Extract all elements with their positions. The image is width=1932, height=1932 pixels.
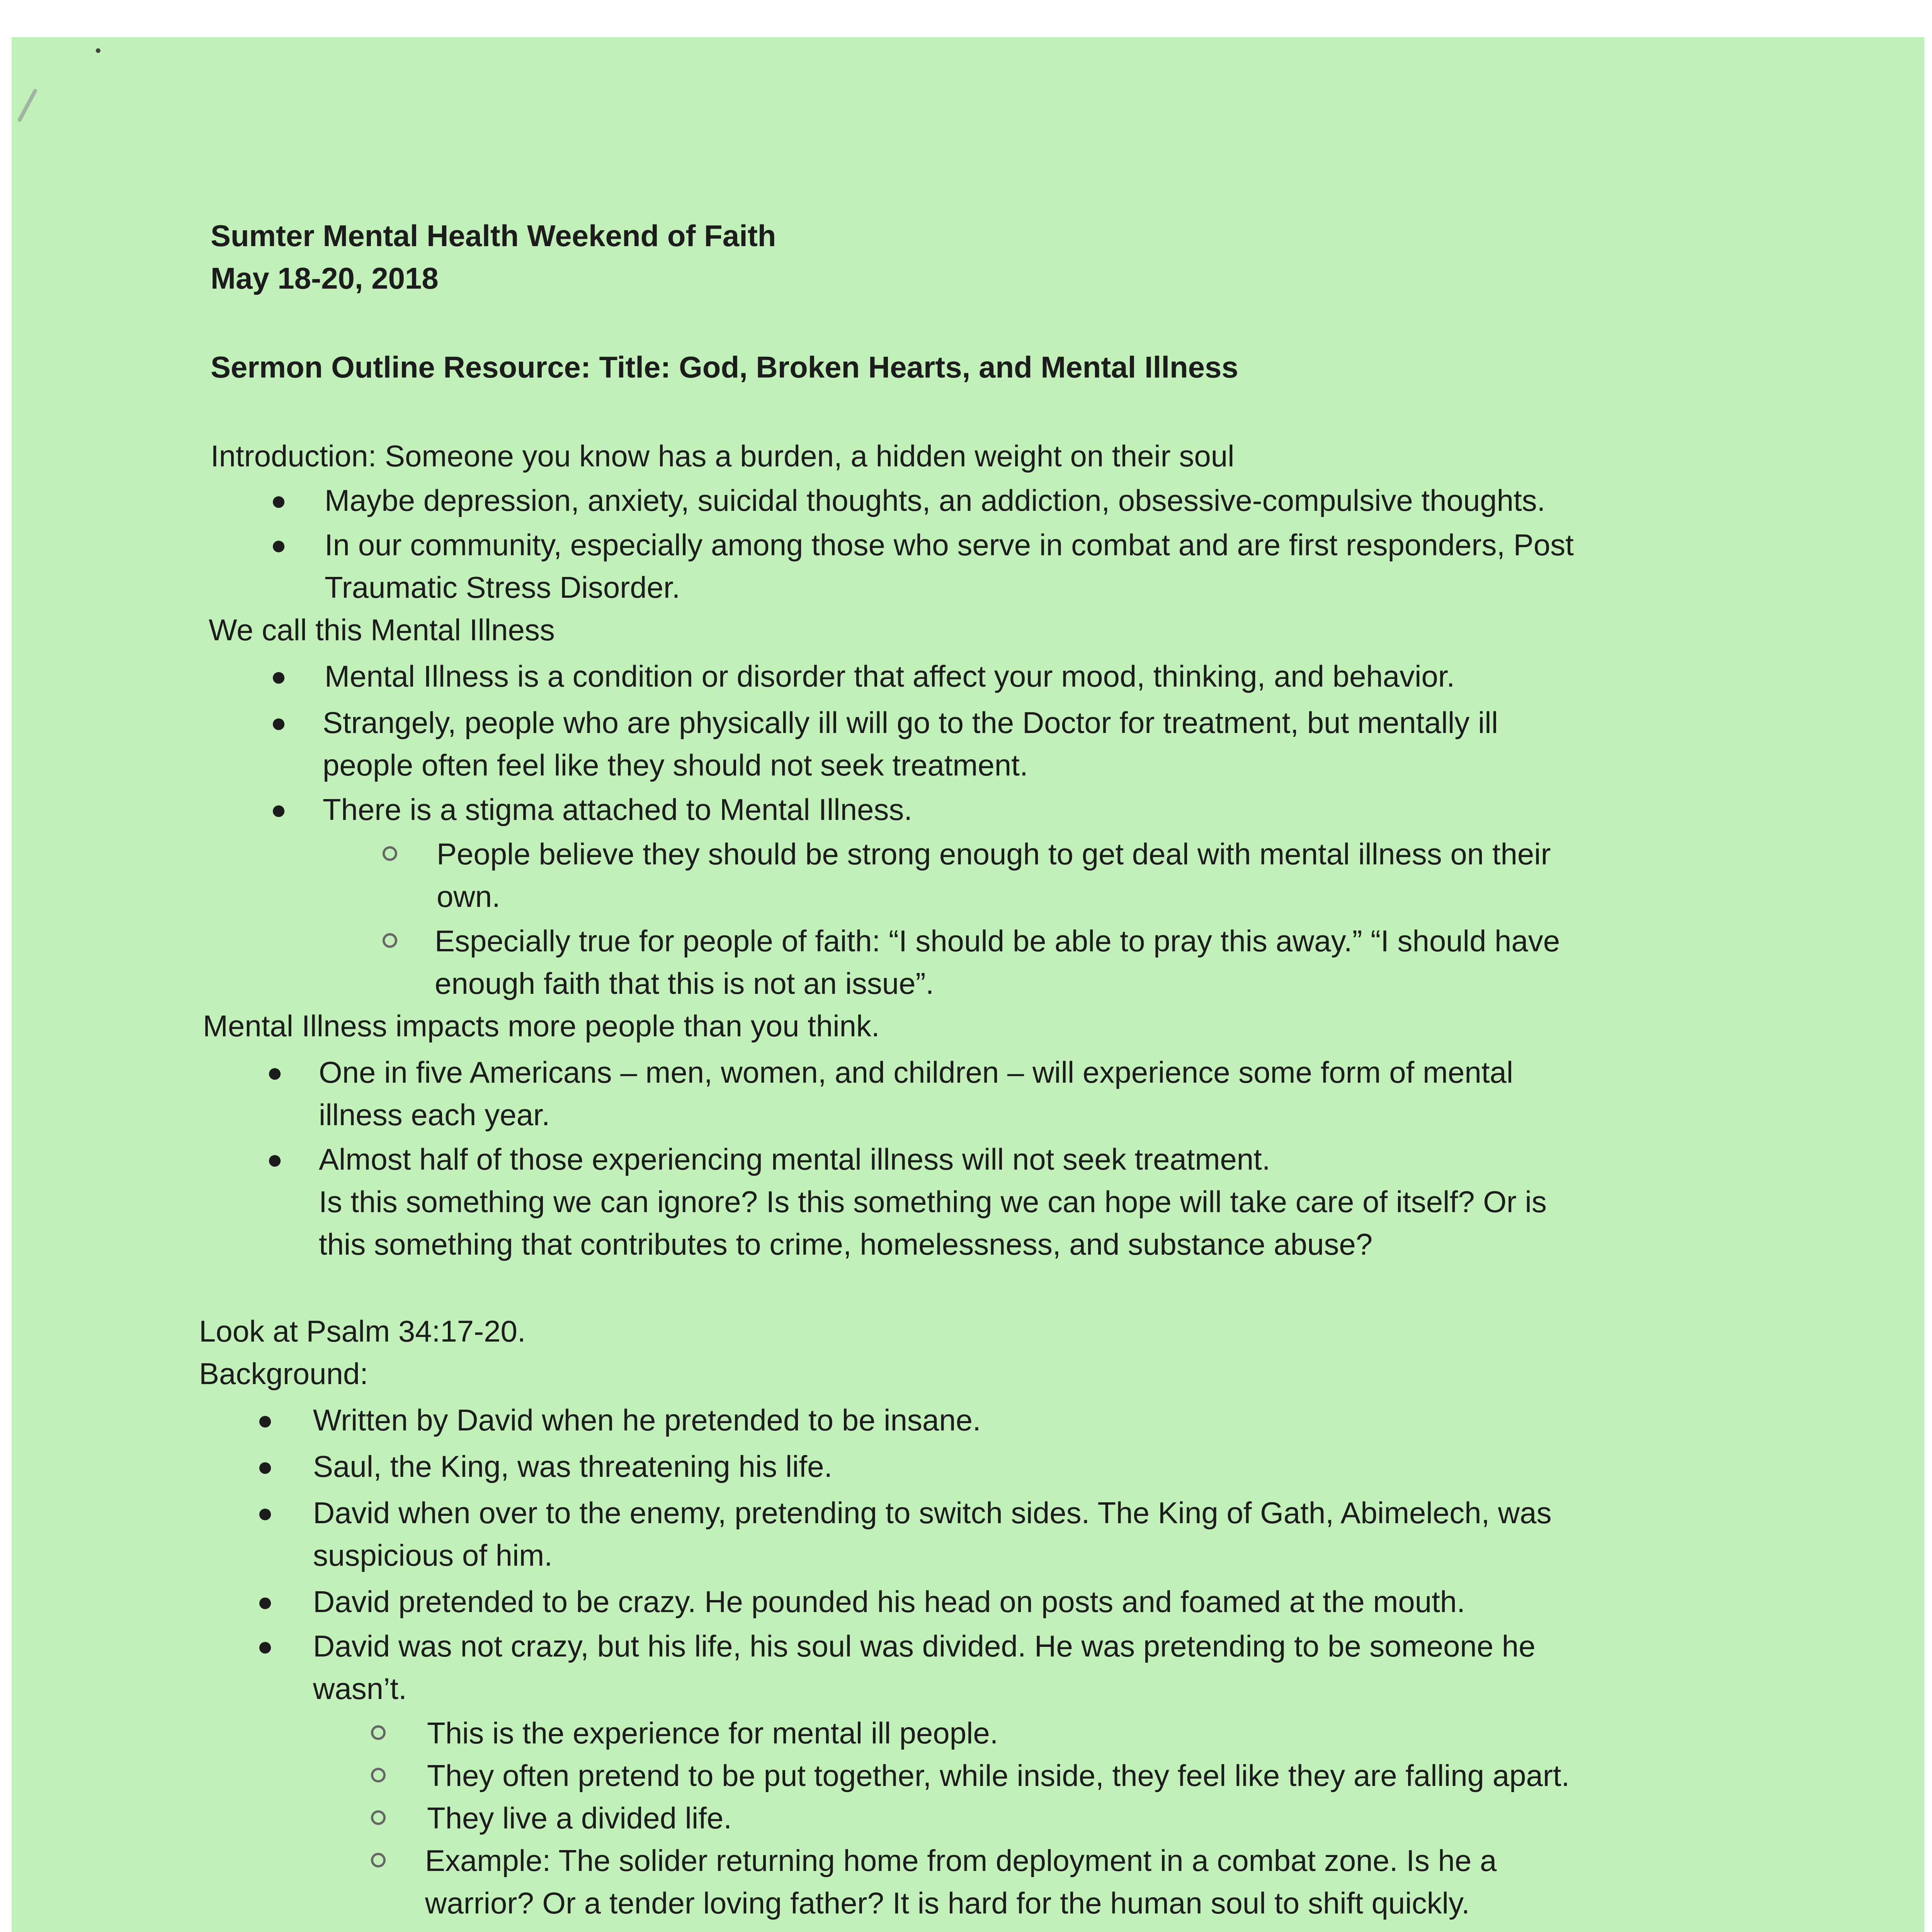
bg-bullet-4: David pretended to be crazy. He pounded his head on posts and foamed at the mouth. <box>313 1585 1465 1619</box>
bg-sub-1: This is the experience for mental ill people. <box>427 1716 998 1750</box>
event-title: Sumter Mental Health Weekend of Faith <box>211 219 776 253</box>
bullet-icon: ● <box>270 530 287 560</box>
bg-bullet-3b: suspicious of him. <box>313 1538 553 1572</box>
mi-sub-2a: Especially true for people of faith: “I should be able to pray this away.” “I should have <box>435 924 1560 958</box>
background-heading: Background: <box>199 1357 368 1391</box>
bg-bullet-1: Written by David when he pretended to be insane. <box>313 1403 981 1437</box>
bullet-icon: ● <box>267 1057 283 1087</box>
impact-bullet-2: Almost half of those experiencing mental illness will not seek treatment. <box>319 1142 1270 1176</box>
mi-bullet-1: Mental Illness is a condition or disorder that affect your mood, thinking, and behavior. <box>325 659 1455 693</box>
impact-heading: Mental Illness impacts more people than you think. <box>203 1009 880 1043</box>
mi-sub-1a: People believe they should be strong enough to get deal with mental illness on their <box>437 837 1551 871</box>
sub-bullet-icon <box>371 1853 386 1867</box>
sub-bullet-icon <box>371 1810 386 1825</box>
mental-illness-heading: We call this Mental Illness <box>209 613 555 647</box>
bg-sub-2: They often pretend to be put together, while inside, they feel like they are falling apart. <box>427 1759 1570 1793</box>
impact-question-a: Is this something we can ignore? Is this something we can hope will take care of itself? Or is <box>319 1185 1547 1219</box>
bg-bullet-5a: David was not crazy, but his life, his soul was divided. He was pretending to be someone he <box>313 1629 1536 1663</box>
intro-heading: Introduction: Someone you know has a burden, a hidden weight on their soul <box>211 439 1235 473</box>
impact-question-b: this something that contributes to crime, homelessness, and substance abuse? <box>319 1227 1373 1261</box>
psalm-reference: Look at Psalm 34:17-20. <box>199 1314 526 1348</box>
bullet-icon: ● <box>270 661 287 691</box>
bg-bullet-2: Saul, the King, was threatening his life. <box>313 1449 833 1483</box>
mi-bullet-3: There is a stigma attached to Mental Illness. <box>323 793 913 827</box>
bg-sub-4a: Example: The solider returning home from deployment in a combat zone. Is he a <box>425 1844 1497 1878</box>
impact-bullet-1b: illness each year. <box>319 1098 550 1132</box>
sub-bullet-icon <box>383 846 397 861</box>
impact-bullet-1a: One in five Americans – men, women, and children – will experience some form of mental <box>319 1055 1514 1089</box>
mi-bullet-2b: people often feel like they should not seek treatment. <box>323 748 1028 782</box>
mi-sub-1b: own. <box>437 879 500 913</box>
event-dates: May 18-20, 2018 <box>211 261 439 295</box>
bullet-icon: ● <box>257 1498 274 1528</box>
bg-sub-4b: warrior? Or a tender loving father? It is hard for the human soul to shift quickly. <box>425 1886 1470 1920</box>
mi-bullet-2a: Strangely, people who are physically ill will go to the Doctor for treatment, but mentally ill <box>323 706 1498 740</box>
bg-bullet-5b: wasn’t. <box>313 1672 407 1706</box>
bullet-icon: ● <box>270 485 287 515</box>
bg-bullet-3a: David when over to the enemy, pretending to switch sides. The King of Gath, Abimelech, was <box>313 1496 1552 1530</box>
bullet-icon: ● <box>267 1144 283 1174</box>
ink-dot <box>96 48 100 53</box>
bg-sub-3: They live a divided life. <box>427 1801 732 1835</box>
sub-bullet-icon <box>371 1725 386 1740</box>
mi-sub-2b: enough faith that this is not an issue”. <box>435 966 934 1000</box>
sub-bullet-icon <box>371 1768 386 1782</box>
intro-bullet-2b: Traumatic Stress Disorder. <box>325 570 680 604</box>
bullet-icon: ● <box>257 1405 274 1435</box>
bullet-icon: ● <box>257 1631 274 1661</box>
bullet-icon: ● <box>257 1587 274 1617</box>
bullet-icon: ● <box>257 1451 274 1481</box>
intro-bullet-2a: In our community, especially among those who serve in combat and are first responders, Post <box>325 528 1574 562</box>
intro-bullet-1: Maybe depression, anxiety, suicidal thoughts, an addiction, obsessive-compulsive thoughts. <box>325 483 1546 517</box>
sub-bullet-icon <box>383 933 397 948</box>
sermon-title: Sermon Outline Resource: Title: God, Broken Hearts, and Mental Illness <box>211 350 1238 384</box>
bullet-icon: ● <box>270 794 287 825</box>
bullet-icon: ● <box>270 707 287 738</box>
